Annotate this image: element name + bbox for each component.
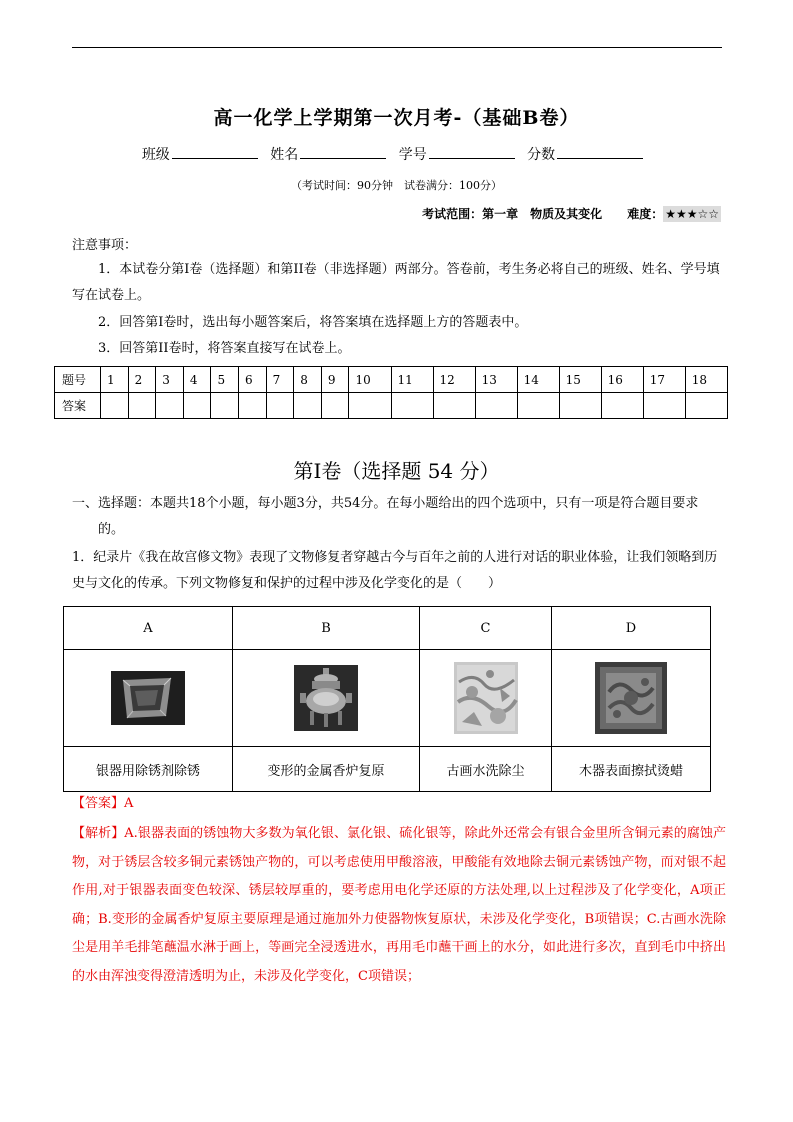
answer-cell[interactable]: [643, 393, 685, 419]
question-number: 6: [239, 367, 267, 393]
answer-cell[interactable]: [601, 393, 643, 419]
question-1-options-table: [63, 606, 711, 792]
question-1-stem-text: 1．纪录片《我在故宫修文物》表现了文物修复者穿越古今与百年之前的人进行对话的职业体验，让我们领略到历史与文化的传承。下列文物修复和保护的过程中涉及化学变化的是（ ）: [72, 550, 718, 591]
silver-box-photo: [111, 671, 185, 725]
carved-wood-photo: [595, 662, 667, 734]
option-b-letter: B: [233, 607, 420, 650]
answer-cell[interactable]: [156, 393, 184, 419]
answer-cell[interactable]: [517, 393, 559, 419]
incense-burner-photo: [294, 665, 358, 731]
exam-title: 高一化学上学期第一次月考-（基础B卷）: [213, 107, 580, 129]
question-number: 5: [211, 367, 239, 393]
answer-cell[interactable]: [475, 393, 517, 419]
question-number: 13: [475, 367, 517, 393]
score-blank[interactable]: [557, 144, 643, 159]
answer-cell[interactable]: [294, 393, 322, 419]
note-item-2: 2．回答第I卷时，选出每小题答案后，将答案填在选择题上方的答题表中。: [98, 315, 528, 330]
difficulty-stars: ★★★☆☆: [665, 207, 719, 221]
option-a-text: 银器用除锈剂除锈: [64, 747, 233, 792]
question-number: 9: [321, 367, 349, 393]
name-label: 姓名: [270, 147, 299, 163]
answer-value: A: [124, 796, 134, 811]
option-b-text: 变形的金属香炉复原: [233, 747, 420, 792]
difficulty-label: 难度：: [627, 207, 664, 221]
student-info-line: [0, 144, 793, 164]
answer-cell[interactable]: [211, 393, 239, 419]
exam-scope: 考试范围：第一章 物质及其变化: [422, 207, 603, 221]
question-number: 18: [685, 367, 727, 393]
score-label: 分数: [527, 147, 556, 163]
analysis-label: 【解析】: [72, 826, 125, 841]
answer-cell[interactable]: [101, 393, 129, 419]
answer-cell[interactable]: [685, 393, 727, 419]
answer-cell[interactable]: [239, 393, 267, 419]
section-instruction-text: 一、选择题：本题共18个小题，每小题3分，共54分。在每小题给出的四个选项中，只有一项是符合题目要求的。: [72, 496, 699, 537]
question-number: 3: [156, 367, 184, 393]
question-number: 14: [517, 367, 559, 393]
option-a-letter: A: [64, 607, 233, 650]
option-d-text: 木器表面擦拭烫蜡: [552, 747, 711, 792]
option-c-letter: C: [420, 607, 552, 650]
option-c-image-cell: [420, 650, 552, 747]
class-blank[interactable]: [172, 144, 258, 159]
header-rule: [72, 47, 722, 48]
question-number: 15: [559, 367, 601, 393]
answer-cell[interactable]: [391, 393, 433, 419]
question-number: 8: [294, 367, 322, 393]
note-item-3: 3．回答第II卷时，将答案直接写在试卷上。: [98, 341, 351, 356]
question-1-analysis: [72, 820, 726, 991]
student-id-label: 学号: [398, 147, 427, 163]
answer-cell[interactable]: [321, 393, 349, 419]
name-blank[interactable]: [300, 144, 386, 159]
note-item-1: 1．本试卷分第I卷（选择题）和第II卷（非选择题）两部分。答卷前，考生务必将自己的班级、姓名、学号填写在试卷上。: [72, 262, 720, 303]
question-1-answer: [72, 792, 133, 811]
student-id-blank[interactable]: [429, 144, 515, 159]
answer-table-answer-row: [55, 393, 728, 419]
option-d-letter: D: [552, 607, 711, 650]
option-d-image-cell: [552, 650, 711, 747]
question-number: 16: [601, 367, 643, 393]
notes-title: 注意事项：: [72, 238, 138, 253]
option-b-image-cell: [233, 650, 420, 747]
section-title: 第I卷（选择题 54 分）: [293, 459, 500, 483]
answer-cell[interactable]: [559, 393, 601, 419]
answer-cell[interactable]: [128, 393, 156, 419]
answer-cell[interactable]: [266, 393, 294, 419]
question-number: 1: [101, 367, 129, 393]
answer-row-label: 答案: [55, 393, 101, 419]
option-a-image-cell: [64, 650, 233, 747]
answer-sheet-table: [54, 366, 728, 419]
answer-cell[interactable]: [183, 393, 211, 419]
question-number: 11: [391, 367, 433, 393]
scope-line: [422, 205, 721, 222]
question-number: 7: [266, 367, 294, 393]
section-instruction: [72, 491, 724, 543]
question-number: 12: [433, 367, 475, 393]
question-number: 10: [349, 367, 391, 393]
exam-time-info: （考试时间：90分钟 试卷满分：100分）: [291, 179, 502, 192]
question-number-label: 题号: [55, 367, 101, 393]
option-c-text: 古画水洗除尘: [420, 747, 552, 792]
question-number: 2: [128, 367, 156, 393]
ancient-painting-photo: [454, 662, 518, 734]
answer-table-number-row: [55, 367, 728, 393]
class-label: 班级: [141, 147, 170, 163]
answer-cell[interactable]: [349, 393, 391, 419]
question-1-stem: [72, 545, 724, 597]
question-number: 4: [183, 367, 211, 393]
analysis-text: A.银器表面的锈蚀物大多数为氧化银、氯化银、硫化银等，除此外还常会有银合金里所含铜元素的腐蚀产物，对于锈层含较多铜元素锈蚀产物的，可以考虑使用甲酸溶液，甲酸能有效地除去铜元素锈蚀产物，而对银不起作用,对于银器表面变色较深、锈层较厚重的，要考虑用电化学还原的方法处理,以上过程涉及了化学变化，A项正确；B.变形的金属香炉复原主要原理是通过施加外力使器物恢复原状，未涉及化学变化，B项错误；C.古画水洗除尘是用羊毛排笔蘸温水淋于画上，等画完全浸透进水，再用毛巾蘸干画上的水分，如此进行多次，直到毛巾中挤出的水由浑浊变得澄清透明为止，未涉及化学变化，C项错误；: [72, 826, 726, 984]
question-number: 17: [643, 367, 685, 393]
answer-label: 【答案】: [72, 796, 125, 811]
answer-cell[interactable]: [433, 393, 475, 419]
